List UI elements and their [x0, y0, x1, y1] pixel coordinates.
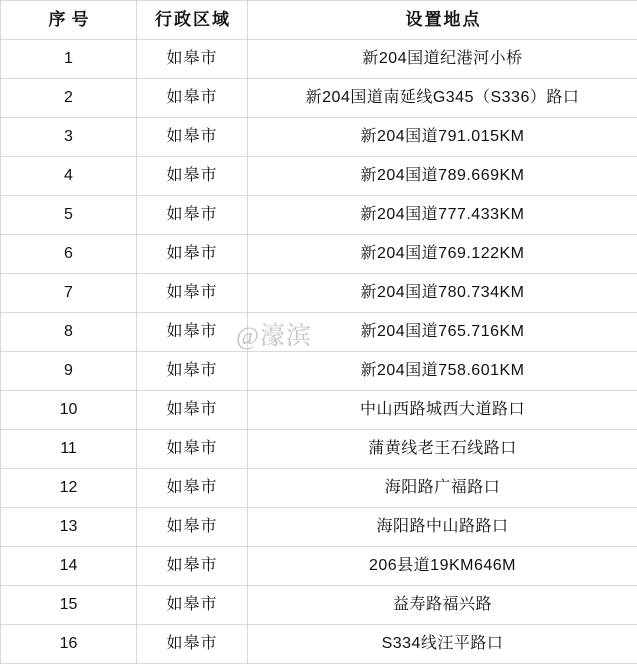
cell-region: 如皋市: [137, 508, 248, 547]
table-row: [1, 118, 637, 157]
cell-index: 3: [1, 118, 137, 157]
table-body: [1, 40, 637, 664]
table-row: [1, 508, 637, 547]
cell-index: 2: [1, 79, 137, 118]
cell-index: 13: [1, 508, 137, 547]
cell-region: 如皋市: [137, 79, 248, 118]
table-row: [1, 352, 637, 391]
cell-index: 1: [1, 40, 137, 79]
cell-index: 4: [1, 157, 137, 196]
table-row: [1, 469, 637, 508]
cell-place: 蒲黄线老王石线路口: [248, 430, 637, 469]
cell-region: 如皋市: [137, 430, 248, 469]
cell-index: 11: [1, 430, 137, 469]
cell-place: 新204国道纪港河小桥: [248, 40, 637, 79]
table-row: [1, 196, 637, 235]
cell-place: S334线汪平路口: [248, 625, 637, 664]
cell-index: 16: [1, 625, 137, 664]
column-header-region: 行政区域: [137, 1, 248, 40]
table-row: [1, 547, 637, 586]
cell-place: 海阳路中山路路口: [248, 508, 637, 547]
cell-region: 如皋市: [137, 313, 248, 352]
cell-region: 如皋市: [137, 196, 248, 235]
cell-place: 益寿路福兴路: [248, 586, 637, 625]
cell-index: 12: [1, 469, 137, 508]
table-row: [1, 313, 637, 352]
cell-index: 8: [1, 313, 137, 352]
cell-place: 海阳路广福路口: [248, 469, 637, 508]
table-row: [1, 79, 637, 118]
cell-region: 如皋市: [137, 391, 248, 430]
cell-region: 如皋市: [137, 118, 248, 157]
cell-index: 9: [1, 352, 137, 391]
cell-index: 10: [1, 391, 137, 430]
cell-region: 如皋市: [137, 352, 248, 391]
cell-place: 新204国道789.669KM: [248, 157, 637, 196]
cell-index: 7: [1, 274, 137, 313]
cell-place: 新204国道777.433KM: [248, 196, 637, 235]
table-row: [1, 40, 637, 79]
cell-region: 如皋市: [137, 235, 248, 274]
cell-region: 如皋市: [137, 40, 248, 79]
table-row: [1, 586, 637, 625]
table-row: [1, 625, 637, 664]
cell-region: 如皋市: [137, 547, 248, 586]
table-row: [1, 274, 637, 313]
cell-place: 新204国道769.122KM: [248, 235, 637, 274]
cell-place: 新204国道758.601KM: [248, 352, 637, 391]
column-header-index: 序号: [1, 1, 137, 40]
cell-region: 如皋市: [137, 625, 248, 664]
table-row: [1, 430, 637, 469]
table-header-row: [1, 1, 637, 40]
column-header-place: 设置地点: [248, 1, 637, 40]
cell-region: 如皋市: [137, 274, 248, 313]
cell-region: 如皋市: [137, 157, 248, 196]
cell-place: 新204国道南延线G345（S336）路口: [248, 79, 637, 118]
cell-region: 如皋市: [137, 586, 248, 625]
cell-place: 中山西路城西大道路口: [248, 391, 637, 430]
watermark-text: @濠滨: [236, 323, 313, 350]
cell-place: 206县道19KM646M: [248, 547, 637, 586]
table-row: [1, 157, 637, 196]
cell-index: 5: [1, 196, 137, 235]
cell-place: 新204国道780.734KM: [248, 274, 637, 313]
cell-index: 6: [1, 235, 137, 274]
cell-place: 新204国道791.015KM: [248, 118, 637, 157]
table-row: [1, 391, 637, 430]
cell-index: 14: [1, 547, 137, 586]
cell-place: 新204国道765.716KM: [248, 313, 637, 352]
table-row: [1, 235, 637, 274]
table-header: [1, 1, 637, 40]
cell-region: 如皋市: [137, 469, 248, 508]
cell-index: 15: [1, 586, 137, 625]
